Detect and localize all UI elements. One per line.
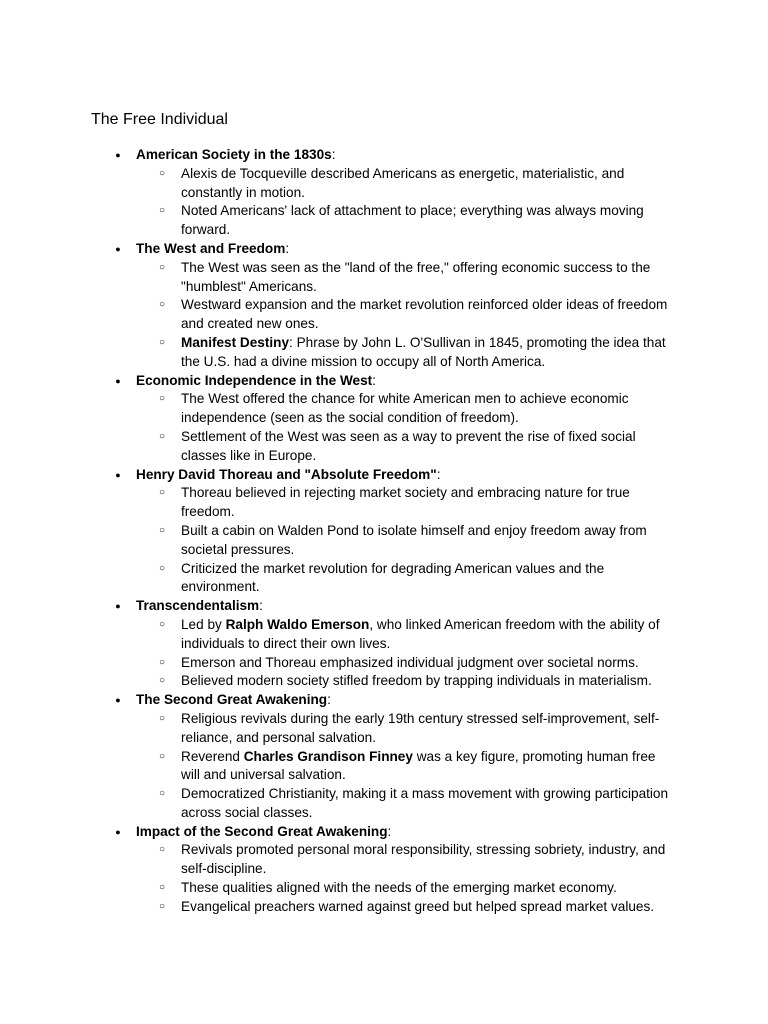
sub-list (136, 165, 768, 240)
sub-list-item (136, 165, 677, 203)
section-heading: Economic Independence in the West (136, 372, 373, 388)
sub-list-item (136, 785, 677, 823)
sub-item-rest: was a key figure, promoting human free will and universal salvation. (181, 748, 656, 783)
hollow-bullet-icon: ○ (158, 618, 166, 630)
hollow-bullet-icon: ○ (158, 882, 166, 894)
section-heading-line (136, 240, 768, 259)
heading-colon: : (387, 823, 392, 839)
sub-item-rest: , who linked American freedom with the ability of individuals to direct their own lives. (181, 616, 660, 651)
filled-bullet-icon: ● (115, 826, 121, 837)
heading-colon: : (259, 598, 263, 614)
sub-list-item (136, 672, 677, 691)
sub-list-item (136, 334, 677, 372)
sub-list-item (136, 202, 677, 240)
sub-item-text (181, 749, 655, 783)
sub-item-text: Evangelical preachers warned against greed but helped spread market values. (181, 898, 655, 914)
hollow-bullet-icon: ○ (158, 562, 166, 574)
sub-list-item (136, 390, 677, 428)
sub-item-text (181, 335, 666, 369)
outline-section (0, 597, 768, 691)
sub-list-item (136, 616, 677, 654)
hollow-bullet-icon: ○ (158, 430, 166, 442)
hollow-bullet-icon: ○ (158, 487, 166, 499)
hollow-bullet-icon: ○ (158, 524, 166, 536)
hollow-bullet-icon: ○ (158, 299, 166, 311)
sub-list-item (136, 296, 677, 334)
sub-list (136, 259, 768, 372)
outline-section (0, 691, 768, 823)
sub-list (136, 484, 768, 597)
section-heading-line (136, 146, 768, 165)
heading-colon: : (372, 372, 376, 388)
hollow-bullet-icon: ○ (158, 167, 166, 179)
outline-section (0, 240, 768, 372)
outline-list (0, 146, 768, 917)
section-heading: Transcendentalism (136, 598, 260, 614)
sub-item-text: Democratized Christianity, making it a mass movement with growing participation across social classes. (181, 786, 669, 820)
section-heading-line (136, 691, 768, 710)
hollow-bullet-icon: ○ (158, 205, 166, 217)
sub-list-item (136, 259, 677, 297)
sub-item-text: The West was seen as the "land of the free," offering economic success to the "humblest" Americans. (181, 259, 651, 294)
sub-item-text: These qualities aligned with the needs of the emerging market economy. (181, 880, 617, 896)
sub-list (136, 710, 768, 823)
sub-item-text: The West offered the chance for white American men to achieve economic independence (seen as the social condition of freedom). (181, 391, 629, 426)
sub-item-text: Criticized the market revolution for degrading American values and the environment. (181, 560, 605, 595)
sub-item-rest: : Phrase by John L. O'Sullivan in 1845, promoting the idea that the U.S. had a divine mission to occupy all of North America. (181, 334, 666, 369)
sub-list (136, 841, 768, 916)
sub-item-text (181, 617, 660, 651)
sub-item-text: Believed modern society stifled freedom by trapping individuals in materialism. (181, 673, 652, 689)
section-heading: Henry David Thoreau and "Absolute Freedom" (136, 466, 437, 482)
sub-list-item (136, 428, 677, 466)
filled-bullet-icon: ● (115, 469, 121, 480)
hollow-bullet-icon: ○ (158, 656, 166, 668)
sub-item-text: Westward expansion and the market revolution reinforced older ideas of freedom and created new ones. (181, 297, 668, 332)
heading-colon: : (285, 240, 290, 256)
sub-item-emphasis: Charles Grandison Finney (243, 748, 413, 764)
sub-item-text: Noted Americans' lack of attachment to place; everything was always moving forward. (181, 203, 644, 238)
sub-item-lead: Reverend (181, 748, 244, 764)
filled-bullet-icon: ● (115, 601, 121, 612)
sub-list-item (136, 522, 677, 560)
outline-section (0, 146, 768, 240)
sub-item-text: Built a cabin on Walden Pond to isolate himself and enjoy freedom away from societal pressures. (181, 522, 647, 557)
sub-list-item (136, 654, 677, 673)
hollow-bullet-icon: ○ (158, 788, 166, 800)
heading-colon: : (327, 692, 331, 708)
sub-item-text: Religious revivals during the early 19th century stressed self-improvement, self-reliance, and personal salvation. (181, 710, 660, 745)
section-heading-line (136, 823, 768, 842)
sub-item-emphasis: Manifest Destiny (181, 334, 290, 350)
hollow-bullet-icon: ○ (158, 393, 166, 405)
heading-colon: : (436, 466, 441, 482)
sub-item-text: Alexis de Tocqueville described Americans as energetic, materialistic, and constantly in motion. (181, 165, 625, 200)
hollow-bullet-icon: ○ (158, 750, 166, 762)
section-heading: The West and Freedom (136, 240, 286, 256)
hollow-bullet-icon: ○ (158, 261, 166, 273)
page-title: The Free Individual (91, 111, 228, 128)
sub-item-text: Revivals promoted personal moral responsibility, stressing sobriety, industry, and self-discipline. (181, 842, 666, 877)
filled-bullet-icon: ● (115, 150, 121, 160)
sub-list-item (136, 898, 677, 917)
heading-colon: : (331, 147, 336, 162)
sub-item-text: Thoreau believed in rejecting market society and embracing nature for true freedom. (181, 485, 630, 520)
sub-item-emphasis: Ralph Waldo Emerson (225, 616, 370, 632)
section-heading: The Second Great Awakening (136, 692, 328, 708)
outline-section (0, 372, 768, 466)
section-heading-line (136, 372, 768, 391)
sub-item-text: Settlement of the West was seen as a way to prevent the rise of fixed social classes like in Europe. (181, 428, 636, 463)
outline-section (0, 823, 768, 917)
hollow-bullet-icon: ○ (158, 712, 166, 724)
sub-list-item (136, 748, 677, 786)
hollow-bullet-icon: ○ (158, 675, 166, 687)
filled-bullet-icon: ● (115, 375, 121, 386)
outline-section (0, 466, 768, 598)
filled-bullet-icon: ● (115, 695, 121, 706)
filled-bullet-icon: ● (115, 243, 121, 254)
section-heading-line (136, 597, 768, 616)
sub-list-item (136, 484, 677, 522)
hollow-bullet-icon: ○ (158, 336, 166, 348)
sub-list (136, 390, 768, 465)
sub-list-item (136, 710, 677, 748)
sub-list-item (136, 841, 677, 879)
hollow-bullet-icon: ○ (158, 900, 166, 912)
sub-list-item (136, 879, 677, 898)
sub-item-lead: Led by (181, 616, 226, 632)
section-heading: Impact of the Second Great Awakening (136, 823, 388, 839)
sub-list (136, 616, 768, 691)
sub-list-item (136, 560, 677, 598)
section-heading: American Society in the 1830s (136, 147, 332, 162)
section-heading-line (136, 466, 768, 485)
sub-item-text: Emerson and Thoreau emphasized individual judgment over societal norms. (181, 654, 639, 670)
hollow-bullet-icon: ○ (158, 844, 166, 856)
